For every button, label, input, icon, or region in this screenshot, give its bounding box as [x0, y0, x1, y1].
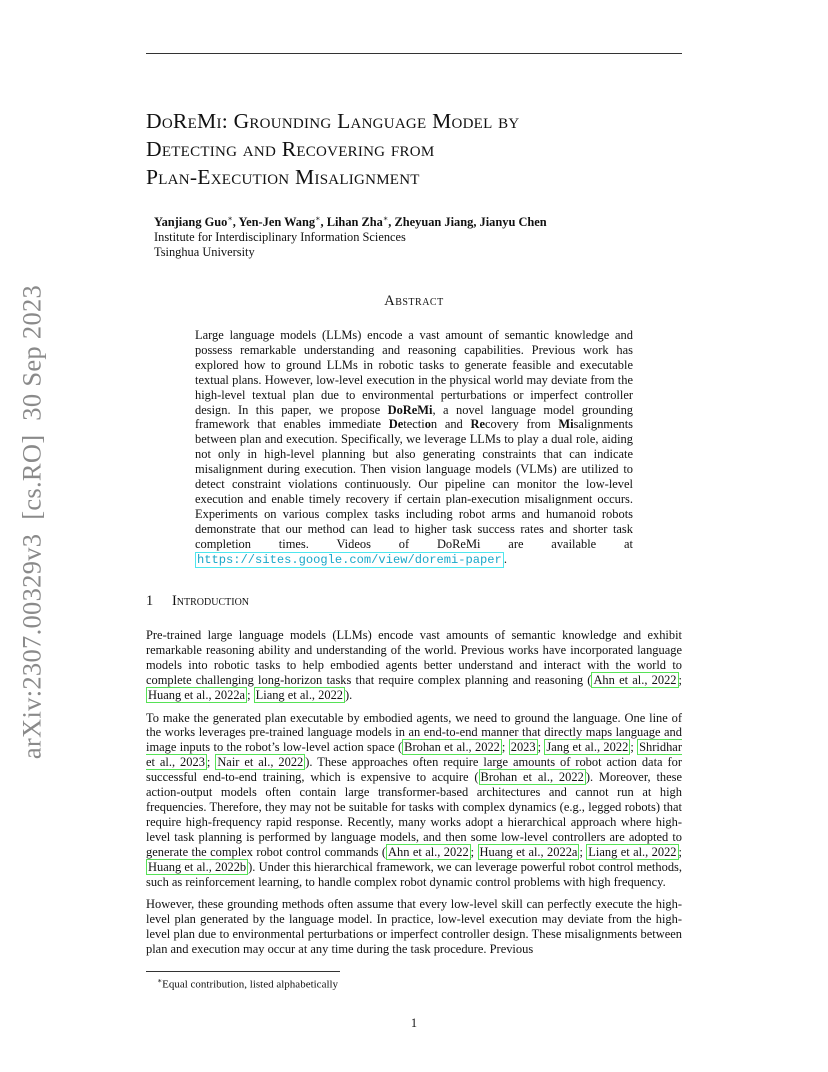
- footnote: [157, 976, 338, 991]
- author-3: Lihan Zha: [326, 215, 383, 230]
- citation-link[interactable]: Shridhar et al., 2023: [146, 740, 682, 770]
- citation-link[interactable]: Huang et al., 2022a: [479, 844, 578, 859]
- citation-link[interactable]: Ahn et al., 2022: [593, 672, 677, 687]
- section-number: 1: [146, 593, 154, 609]
- citation-link[interactable]: Brohan et al., 2022: [404, 740, 500, 755]
- intro-paragraph-3: However, these grounding methods often assume that every low-level skill can perfectly execute the high-level plan generated by the language model. In practice, low-level execution may deviate from the high-level plan due to environmental perturbations or imperfect controller design. These misalignments between plan and execution may occur at any time during the task procedure. Previous: [146, 897, 682, 957]
- arxiv-identifier: arXiv:2307.00329v3 [cs.RO] 30 Sep 2023: [16, 284, 47, 760]
- other-authors: , Zheyuan Jiang, Jianyu Chen: [388, 215, 547, 230]
- method-name: DoReMi: [387, 402, 433, 417]
- citation-link[interactable]: Liang et al., 2022: [588, 844, 677, 859]
- citation-link[interactable]: Huang et al., 2022b: [148, 859, 247, 874]
- header-rule: [146, 53, 682, 54]
- footnote-text: Equal contribution, listed alphabetically: [162, 978, 339, 991]
- page-number: 1: [410, 1016, 418, 1030]
- intro-paragraph-1: Pre-trained large language models (LLMs) encode vast amounts of semantic knowledge and exhibit remarkable reasoning ability and understanding of the world. Previous works have incorporated language models into robotic tasks to help embodied agents better understand and interact with the world to complete challenging long-horizon tasks that require complex planning and reasoning ( Ahn et al., 2022 ; Huang et al., 2022a ; Liang et al., 2022 ).: [146, 628, 682, 702]
- citation-link[interactable]: Brohan et al., 2022: [480, 770, 584, 785]
- abstract-heading: Abstract: [384, 293, 444, 309]
- citation-link[interactable]: Huang et al., 2022a: [148, 687, 246, 702]
- equal-contribution-mark: ∗: [227, 214, 233, 223]
- footnote-rule: [146, 971, 340, 972]
- citation-link[interactable]: Jang et al., 2022: [546, 740, 629, 755]
- affiliation-university: Tsinghua University: [154, 245, 255, 260]
- equal-contribution-mark: ∗: [382, 214, 389, 223]
- author-names: Yanjiang Guo∗, Yen-Jen Wang∗, Lihan Zha∗, Zheyuan Jiang, Jianyu Chen: [154, 214, 547, 230]
- author-block: [154, 211, 674, 260]
- title-line-3: Plan-Execution Misalignment: [146, 165, 420, 189]
- footnote-mark: ∗: [157, 976, 163, 985]
- citation-link[interactable]: 2023: [510, 740, 536, 755]
- title-line-2: Detecting and Recovering from: [146, 137, 435, 161]
- affiliation-institute: Institute for Interdisciplinary Information Sciences: [154, 230, 406, 245]
- citation-link[interactable]: Ahn et al., 2022: [388, 844, 469, 859]
- equal-contribution-mark: ∗: [315, 214, 321, 223]
- introduction-body: [146, 628, 682, 965]
- abstract-body: [195, 328, 633, 568]
- intro-paragraph-2: To make the generated plan executable by embodied agents, we need to ground the language. One line of the works leverages pre-trained language models in an end-to-end manner that directly maps language and image inputs to the robot’s low-level action space ( Brohan et al., 2022 ; 2023 ; Jang et al., 2022 ; Shridhar et al., 2023 ; Nair et al., 2022 ). These approaches often require large amounts of robot action data for successful end-to-end training, which is expensive to acquire ( Brohan et al., 2022 ). Moreover, these action-output models often contain large transformer-based architectures and cannot run at high frequencies. Therefore, they may not be suitable for tasks with complex dynamics (e.g., legged robots) that require high-frequency rapid response. Recently, many works adopt a hierarchical approach where high-level task planning is performed by language models, and then some low-level controllers are adopted to generate the complex robot control commands ( Ahn et al., 2022 ; Huang et al., 2022a ; Liang et al., 2022 ; Huang et al., 2022b ). Under this hierarchical framework, we can leverage powerful robot control methods, such as reinforcement learning, to handle complex robot dynamic control problems with high frequency.: [146, 710, 682, 889]
- author-2: Yen-Jen Wang: [238, 215, 316, 230]
- author-1: Yanjiang Guo: [154, 215, 228, 230]
- citation-link[interactable]: Nair et al., 2022: [217, 755, 304, 770]
- section-heading-introduction: [146, 593, 249, 610]
- title-line-1: DoReMi: Grounding Language Model by: [146, 109, 520, 133]
- arxiv-sidebar: [14, 284, 50, 760]
- citation-link[interactable]: Liang et al., 2022: [255, 687, 344, 702]
- abstract-paragraph: Large language models (LLMs) encode a vast amount of semantic knowledge and possess remarkable understanding and reasoning capabilities. Previous work has explored how to ground LLMs in robotic tasks to generate feasible and executable textual plans. However, low-level execution in the physical world may deviate from the high-level textual plan due to environmental perturbations or imperfect controller design. In this paper, we propose DoReMi, a novel language model grounding framework that enables immediate Detection and Recovery from Misalignments between plan and execution. Specifically, we leverage LLMs to play a dual role, aiding not only in high-level planning but also generating constraints that can indicate misalignment during execution. Then vision language models (VLMs) are utilized to detect constraint violations continuously. Our pipeline can monitor the low-level execution and enable timely recovery if certain plan-execution misalignment occurs. Experiments on various complex tasks including robot arms and humanoid robots demonstrate that our method can lead to higher task success rates and shorter task completion times. Videos of DoReMi are available at https://sites.google.com/view/doremi-paper .: [195, 328, 634, 567]
- project-url-link[interactable]: https://sites.google.com/view/doremi-paper: [197, 552, 502, 567]
- section-title: Introduction: [172, 593, 250, 609]
- paper-title: [146, 107, 682, 191]
